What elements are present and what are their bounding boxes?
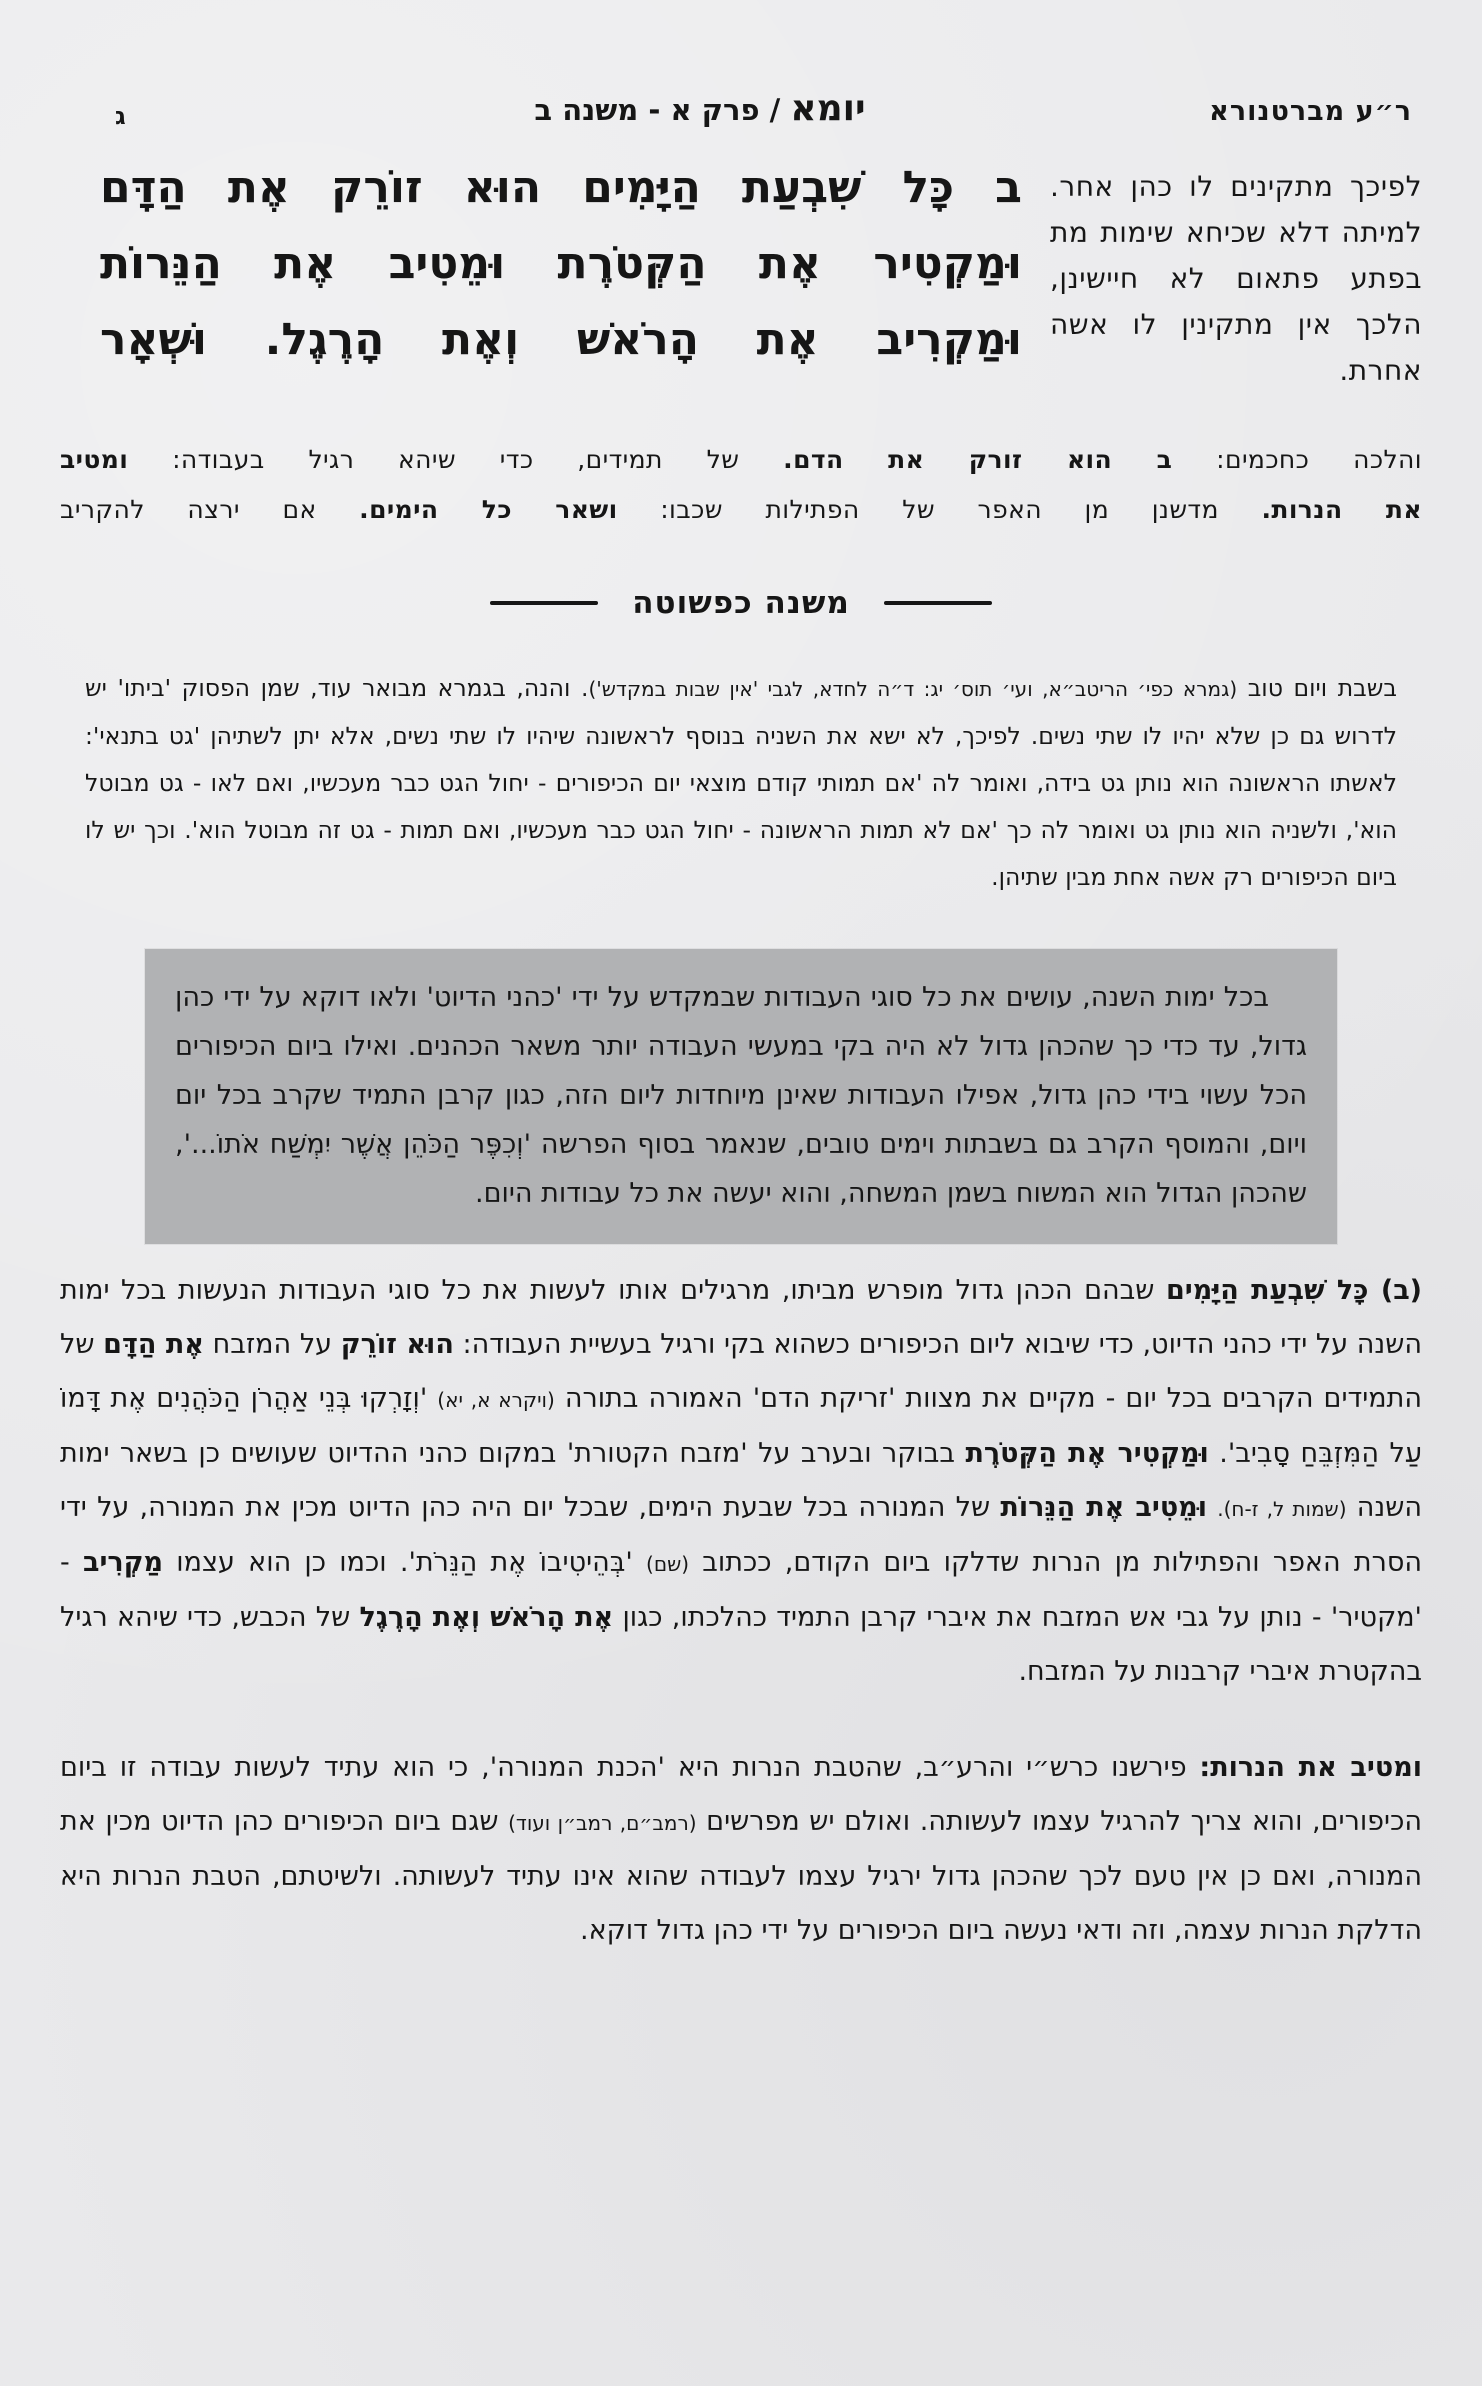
bartenura-commentary-column: לפיכך מתקינים לו כהן אחר. למיתה דלא שכיחא שימות מת בפתע פתאום לא חיישינן, הלכך אין מתקינין לו אשה אחרת. <box>1050 170 1422 387</box>
bartenura-continuation <box>60 435 1422 535</box>
page-title <box>480 88 920 129</box>
highlight-box-paragraph: בכל ימות השנה, עושים את כל סוגי העבודות שבמקדש על ידי 'כהני הדיוט' ולאו דוקא על ידי כהן גדול, עד כדי כך שהכהן גדול לא היה בקי במעשי העבודה יותר משאר הכהנים. ואילו ביום הכיפורים הכל עשוי בידי כהן גדול, אפילו העבודות שאינן מיוחדות ליום הזה, כגון קרבן התמיד שקרב בכל יום ויום, והמוסף הקרב גם בשבתות וימים טובים, שנאמר בסוף הפרשה 'וְכִפֶּר הַכֹּהֵן אֲשֶׁר יִמְשַׁח אֹתוֹ...', שהכהן הגדול הוא המשוח בשמן המשחה, והוא יעשה את כל עבודות היום. <box>175 982 1307 1209</box>
section-divider-title: משנה כפשוטה <box>632 585 850 621</box>
bartenura-continuation-line: והלכה כחכמים: ב הוא זורק את הדם. של תמידים, כדי שיהא רגיל בעבודה: ומטיב <box>60 445 1422 474</box>
commentary-paragraph-bet: (ב) כָּל שִׁבְעַת הַיָּמִים שבהם הכהן גדול מופרש מביתו, מרגילים אותו לעשות את כל סוגי העבודות הנעשות בכל ימות השנה על ידי כהני הדיוט, כדי שיבוא ליום הכיפורים כשהוא בקי ורגיל בעשיית העבודה: הוּא זוֹרֵק על המזבח אֶת הַדָּם של התמידים הקרבים בכל יום - מקיים את מצוות 'זריקת הדם' האמורה בתורה (ויקרא א, יא) 'וְזָרְקוּ בְּנֵי אַהֲרֹן הַכֹּהֲנִים אֶת דָּמוֹ עַל הַמִּזְבֵּחַ סָבִיב'. וּמַקְטִיר אֶת הַקְּטֹרֶת בבוקר ובערב על 'מזבח הקטורת' במקום כהני ההדיוט שעושים כן בשאר ימות השנה (שמות ל, ז-ח). וּמֵטִיב אֶת הַנֵּרוֹת של המנורה בכל שבעת הימים, שבכל יום היה כהן הדיוט מכין את המנורה, על ידי הסרת האפר והפתילות מן הנרות שדלקו ביום הקודם, ככתוב (שם) 'בְּהֵיטִיבוֹ אֶת הַנֵּרֹת'. וכמו כן הוא עצמו מַקְרִיב - 'מקטיר' - נותן על גבי אש המזבח את איברי קרבן התמיד כהלכתו, כגון אֶת הָרֹאשׁ וְאֶת הָרֶגֶל של הכבש, כדי שיהא רגיל בהקטרת איברי קרבנות על המזבח. <box>60 1275 1422 1687</box>
page-number-letter: ג <box>115 102 126 130</box>
bartenura-continuation-line: את הנרות. מדשנן מן האפר של הפתילות שכבו: ושאר כל הימים. אם ירצה להקריב <box>60 495 1422 524</box>
commentary-paragraph-meitiv: ומטיב את הנרות: פירשנו כרש״י והרע״ב, שהטבת הנרות היא 'הכנת המנורה', כי הוא עתיד לעשות עבודה זו ביום הכיפורים, והוא צריך להרגיל עצמו לעשותה. ואולם יש מפרשים (רמב״ם, רמב״ן ועוד) שגם ביום הכיפורים כהן הדיוט מכין את המנורה, ואם כן אין טעם לכך שהכהן גדול ירגיל עצמו לעבודה שהוא אינו עתיד לעשותה. ולשיטתם, הטבת הנרות היא הדלקת הנרות עצמה, וזה ודאי נעשה ביום הכיפורים על ידי כהן גדול דוקא. <box>60 1752 1422 1946</box>
mishnah-text-block <box>60 150 1022 405</box>
mishnah-line: וּמַקְרִיב אֶת הָרֹאשׁ וְאֶת הָרֶגֶל. וּשְׁאָר <box>100 314 1022 365</box>
tractate-name: יומא <box>790 88 866 129</box>
highlight-box <box>145 949 1337 1244</box>
commentary-author-title: ר״ע מברטנורא <box>1209 96 1412 127</box>
chapter-mishnah-label: / פרק א - משנה ב <box>534 93 791 127</box>
divider-rule-right <box>884 601 992 605</box>
intro-paragraph: בשבת ויום טוב (גמרא כפי׳ הריטב״א, ועי׳ תוס׳ יג: ד״ה לחדא, לגבי 'אין שבות במקדש'). והנה, בגמרא מבואר עוד, שמן הפסוק 'ביתו' יש לדרוש גם כן שלא יהיו לו שתי נשים. לפיכך, לא ישא את השניה בנוסף לראשונה שיהיו לו שתי נשים, אלא יתן לשתיהן 'גט בתנאי': לאשתו הראשונה הוא נותן גט בידה, ואומר לה 'אם תמותי קודם מוצאי יום הכיפורים - יחול הגט כבר מעכשיו, ואם לאו - גט מבוטל הוא', ולשניה הוא נותן גט ואומר לה כך 'אם לא תמות הראשונה - יחול הגט כבר מעכשיו, ואם תמות - גט זה מבוטל הוא'. וכך יש לו ביום הכיפורים רק אשה אחת מבין שתיהן. <box>85 674 1398 891</box>
mishnah-line: ב כָּל שִׁבְעַת הַיָּמִים הוּא זוֹרֵק אֶת הַדָּם <box>100 162 1022 213</box>
mishnah-line: וּמַקְטִיר אֶת הַקְּטֹרֶת וּמֵטִיב אֶת הַנֵּרוֹת <box>100 238 1022 289</box>
mishnah-section <box>60 150 1422 405</box>
divider-rule-left <box>490 601 598 605</box>
page-header <box>60 0 1422 150</box>
section-divider <box>60 581 1422 625</box>
